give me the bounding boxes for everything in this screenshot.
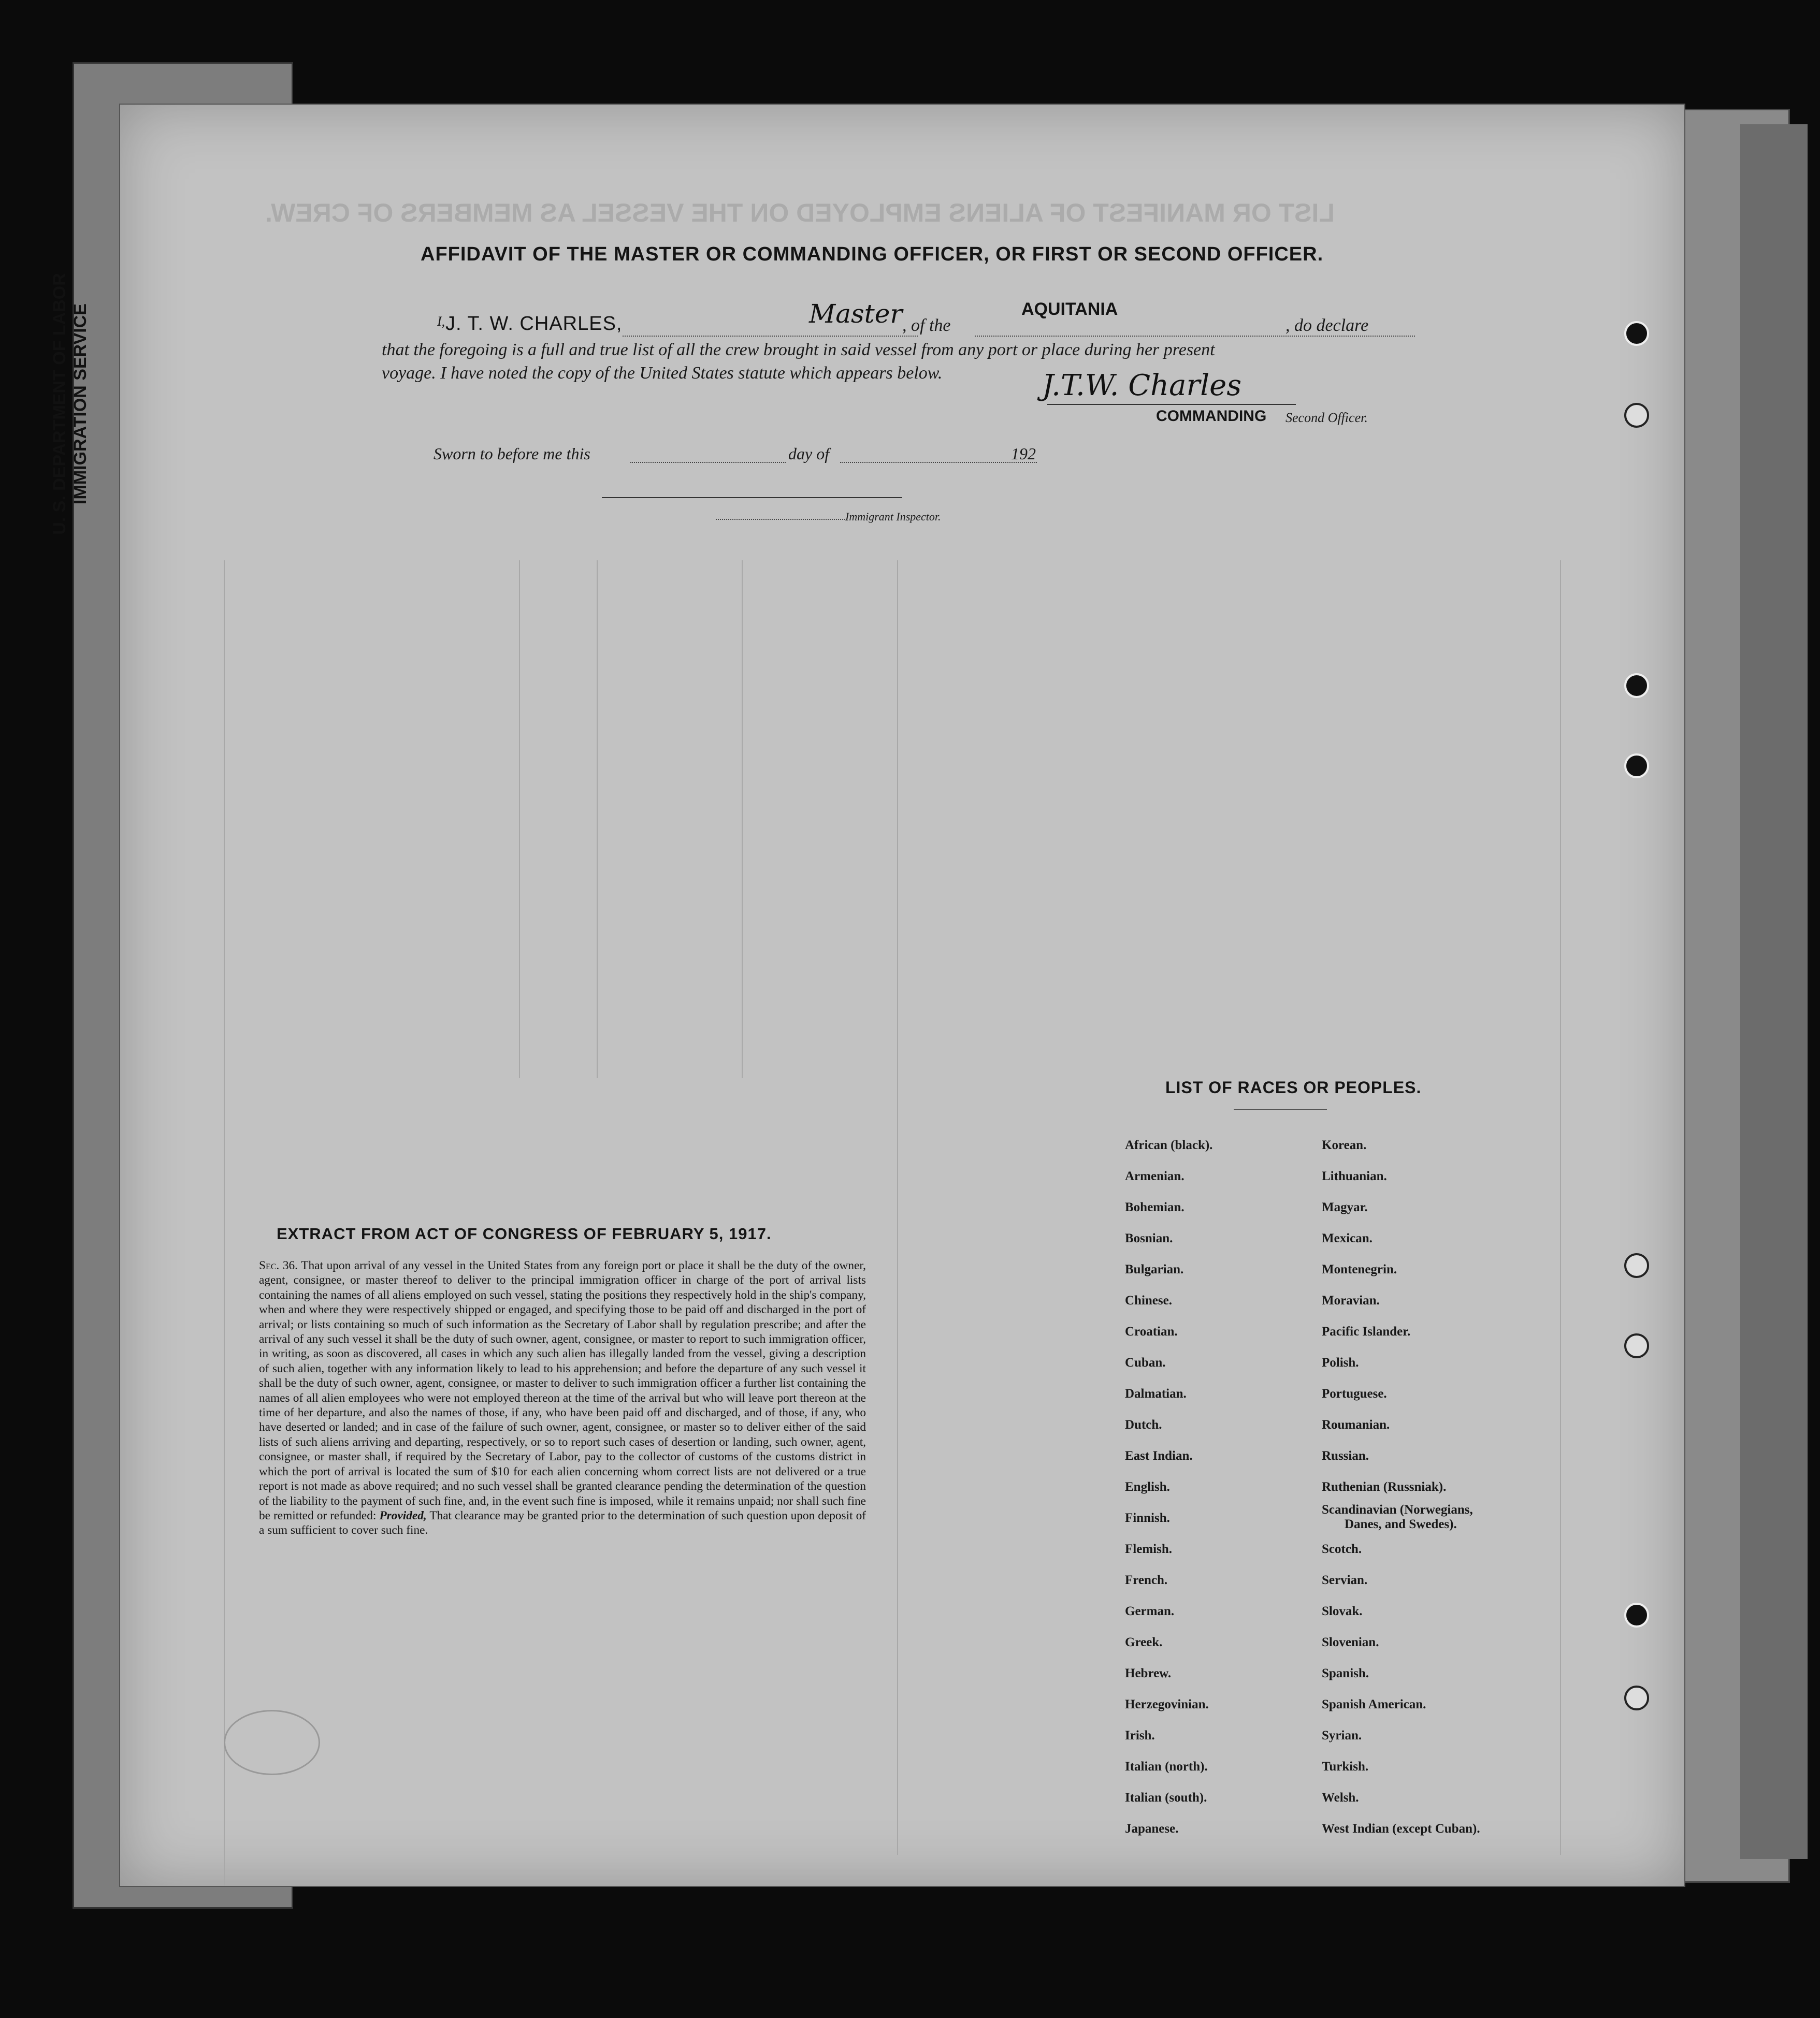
- extract-body: [259, 1258, 866, 1538]
- race-item: Bosnian.: [1125, 1231, 1173, 1245]
- punch-hole: [1624, 753, 1649, 778]
- race-item: Korean.: [1322, 1138, 1367, 1152]
- race-item: Spanish.: [1322, 1666, 1369, 1680]
- commanding-stamp: COMMANDING: [1156, 408, 1267, 425]
- race-item: Italian (north).: [1125, 1760, 1208, 1774]
- race-item: German.: [1125, 1604, 1175, 1618]
- race-item: Mexican.: [1322, 1231, 1373, 1245]
- provided-text: That clearance may be granted prior to the determination of such question upon deposit of a sum sufficient to cover such fine.: [259, 1508, 866, 1537]
- extract-text: That upon arrival of any vessel in the United States from any foreign port or place it shall be the duty of the owner, agent, consignee, or master thereof to deliver to the principal immigration officer in charge of the port of arrival lists containing the names of all aliens employed on such vessel, stating the positions they respectively hold in the ship's company, when and where they were respectively shipped or engaged, and specifying those to be paid off and discharged in the port of arrival; or lists containing so much of such information as the Secretary of Labor shall by regulation prescribe; and after the arrival of any such vessel it shall be the duty of such owner, agent, consignee, or master to report to such immigration officer, in writing, as soon as discovered, all cases in which any such alien has illegally landed from the vessel, giving a description of such alien, together with any information likely to lead to his apprehension; and before the departure of any such vessel it shall be the duty of such owner, agent, consignee, or master to deliver to such immigration officer a further list containing the names of all alien employees who were not employed thereon at the time of the arrival but who will leave port thereon at the time of her departure, and also the names of those, if any, who have been paid off and discharged, and of those, if any, who have deserted or landed; and in case of the failure of such owner, agent, consignee, or master so to deliver either of the said lists of such aliens arriving and departing, respectively, or so to report such cases of desertion or landing, such owner, agent, consignee, or master shall, if required by the Secretary of Labor, pay to the collector of customs of the customs district in which the port of arrival is located the sum of $10 for each alien concerning whom correct lists are not delivered or a true report is not made as above required; and no such vessel shall be granted clearance pending the determination of the question of the liability to the payment of such fine, and, in the event such fine is imposed, while it remains unpaid; nor shall such fine be remitted or refunded:: [259, 1259, 866, 1522]
- day-of-text: day of: [788, 444, 830, 463]
- sworn-text: Sworn to before me this: [434, 444, 590, 463]
- race-item: Polish.: [1322, 1356, 1359, 1370]
- race-item: Cuban.: [1125, 1356, 1166, 1370]
- extract-title: EXTRACT FROM ACT OF CONGRESS OF FEBRUARY 5, 1917.: [277, 1225, 772, 1243]
- punch-hole: [1624, 1686, 1649, 1710]
- affidavit-title: AFFIDAVIT OF THE MASTER OR COMMANDING OFFICER, OR FIRST OR SECOND OFFICER.: [421, 243, 1324, 265]
- race-item: Bohemian.: [1125, 1200, 1185, 1214]
- table-rule: [519, 560, 520, 1078]
- race-item: Moravian.: [1322, 1294, 1380, 1308]
- race-item: Welsh.: [1322, 1791, 1359, 1805]
- year-text: 192: [1011, 444, 1036, 463]
- race-item-scandinavian-cont: Danes, and Swedes).: [1345, 1517, 1457, 1531]
- sworn-day-line: [630, 462, 786, 463]
- table-rule: [597, 560, 598, 1078]
- race-item: [1322, 1503, 1480, 1534]
- affidavit-line-2: that the foregoing is a full and true list of all the crew brought in said vessel from any port or place during her present: [382, 340, 1215, 359]
- race-item: Italian (south).: [1125, 1791, 1207, 1805]
- affidavit-line-3: voyage. I have noted the copy of the United States statute which appears below.: [382, 364, 943, 383]
- race-item: Flemish.: [1125, 1542, 1172, 1556]
- race-item: Bulgarian.: [1125, 1262, 1184, 1276]
- bleed-through-header: LIST OR MANIFEST OF ALIENS EMPLOYED ON THE VESSEL AS MEMBERS OF CREW.: [265, 198, 1335, 227]
- name-fill-line: [623, 336, 918, 337]
- race-item: African (black).: [1125, 1138, 1213, 1152]
- race-item: Portuguese.: [1322, 1387, 1387, 1401]
- sworn-month-line: [840, 462, 1037, 463]
- race-item: Syrian.: [1322, 1729, 1362, 1743]
- race-item: Dalmatian.: [1125, 1387, 1187, 1401]
- inspector-fill-line: [716, 519, 845, 520]
- punch-hole: [1624, 1253, 1649, 1278]
- races-title: LIST OF RACES OR PEOPLES.: [1165, 1078, 1422, 1097]
- races-right-column: [1322, 1130, 1480, 1845]
- race-item: Greek.: [1125, 1635, 1163, 1649]
- race-item: Armenian.: [1125, 1169, 1185, 1183]
- race-item: Montenegrin.: [1322, 1262, 1397, 1276]
- punch-hole: [1624, 403, 1649, 428]
- faint-stamp: [224, 1710, 320, 1775]
- second-officer-label: Second Officer.: [1285, 410, 1368, 425]
- master-signature: J.T.W. Charles: [1042, 369, 1242, 402]
- punch-hole: [1624, 321, 1649, 346]
- punch-hole: [1624, 1333, 1649, 1358]
- race-item: Pacific Islander.: [1322, 1325, 1411, 1339]
- race-item: Japanese.: [1125, 1822, 1179, 1836]
- race-item: French.: [1125, 1573, 1168, 1587]
- table-rule: [1560, 560, 1561, 1855]
- race-item: Russian.: [1322, 1449, 1369, 1463]
- immigrant-inspector-label: Immigrant Inspector.: [845, 510, 941, 523]
- race-item: West Indian (except Cuban).: [1322, 1822, 1480, 1836]
- race-item: Lithuanian.: [1322, 1169, 1387, 1183]
- section-label: Sec. 36.: [259, 1259, 298, 1272]
- vessel-fill-line: [975, 336, 1415, 337]
- prefix-i: I,: [437, 314, 445, 329]
- race-item: Herzegovinian.: [1125, 1697, 1209, 1711]
- officer-name: J. T. W. CHARLES,: [445, 313, 623, 335]
- signature-line: [1047, 404, 1296, 405]
- race-item-scandinavian: Scandinavian (Norwegians,: [1322, 1503, 1473, 1517]
- rank-handwritten: Master: [809, 299, 903, 329]
- vessel-name: AQUITANIA: [1021, 299, 1118, 319]
- inspector-signature-line: [602, 497, 902, 498]
- do-declare-text: , do declare: [1285, 316, 1369, 335]
- table-rule: [897, 560, 898, 1855]
- of-the-text: , of the: [902, 316, 951, 335]
- race-item: Servian.: [1322, 1573, 1368, 1587]
- race-item: Irish.: [1125, 1729, 1155, 1743]
- table-rule: [742, 560, 743, 1078]
- underlying-page-right-edge: [1740, 124, 1808, 1859]
- race-item: English.: [1125, 1480, 1170, 1494]
- race-item: Finnish.: [1125, 1511, 1170, 1525]
- punch-hole: [1624, 1603, 1649, 1628]
- race-item: Magyar.: [1322, 1200, 1368, 1214]
- margin-department-label: U. S. DEPARTMENT OF LABOR IMMIGRATION SERVICE: [50, 273, 90, 535]
- race-item: Hebrew.: [1125, 1666, 1172, 1680]
- table-rule: [224, 560, 225, 1886]
- race-item: Roumanian.: [1322, 1418, 1390, 1432]
- manifest-page: [119, 104, 1685, 1887]
- race-item: Turkish.: [1322, 1760, 1369, 1774]
- provided-label: Provided,: [379, 1508, 427, 1522]
- races-title-rule: [1234, 1109, 1327, 1110]
- race-item: Slovenian.: [1322, 1635, 1379, 1649]
- race-item: Chinese.: [1125, 1294, 1172, 1308]
- race-item: Croatian.: [1125, 1325, 1178, 1339]
- punch-hole: [1624, 673, 1649, 698]
- race-item: Scotch.: [1322, 1542, 1362, 1556]
- races-left-column: [1125, 1130, 1212, 1845]
- race-item: Spanish American.: [1322, 1697, 1426, 1711]
- race-item: Ruthenian (Russniak).: [1322, 1480, 1447, 1494]
- race-item: Slovak.: [1322, 1604, 1363, 1618]
- race-item: East Indian.: [1125, 1449, 1193, 1463]
- race-item: Dutch.: [1125, 1418, 1162, 1432]
